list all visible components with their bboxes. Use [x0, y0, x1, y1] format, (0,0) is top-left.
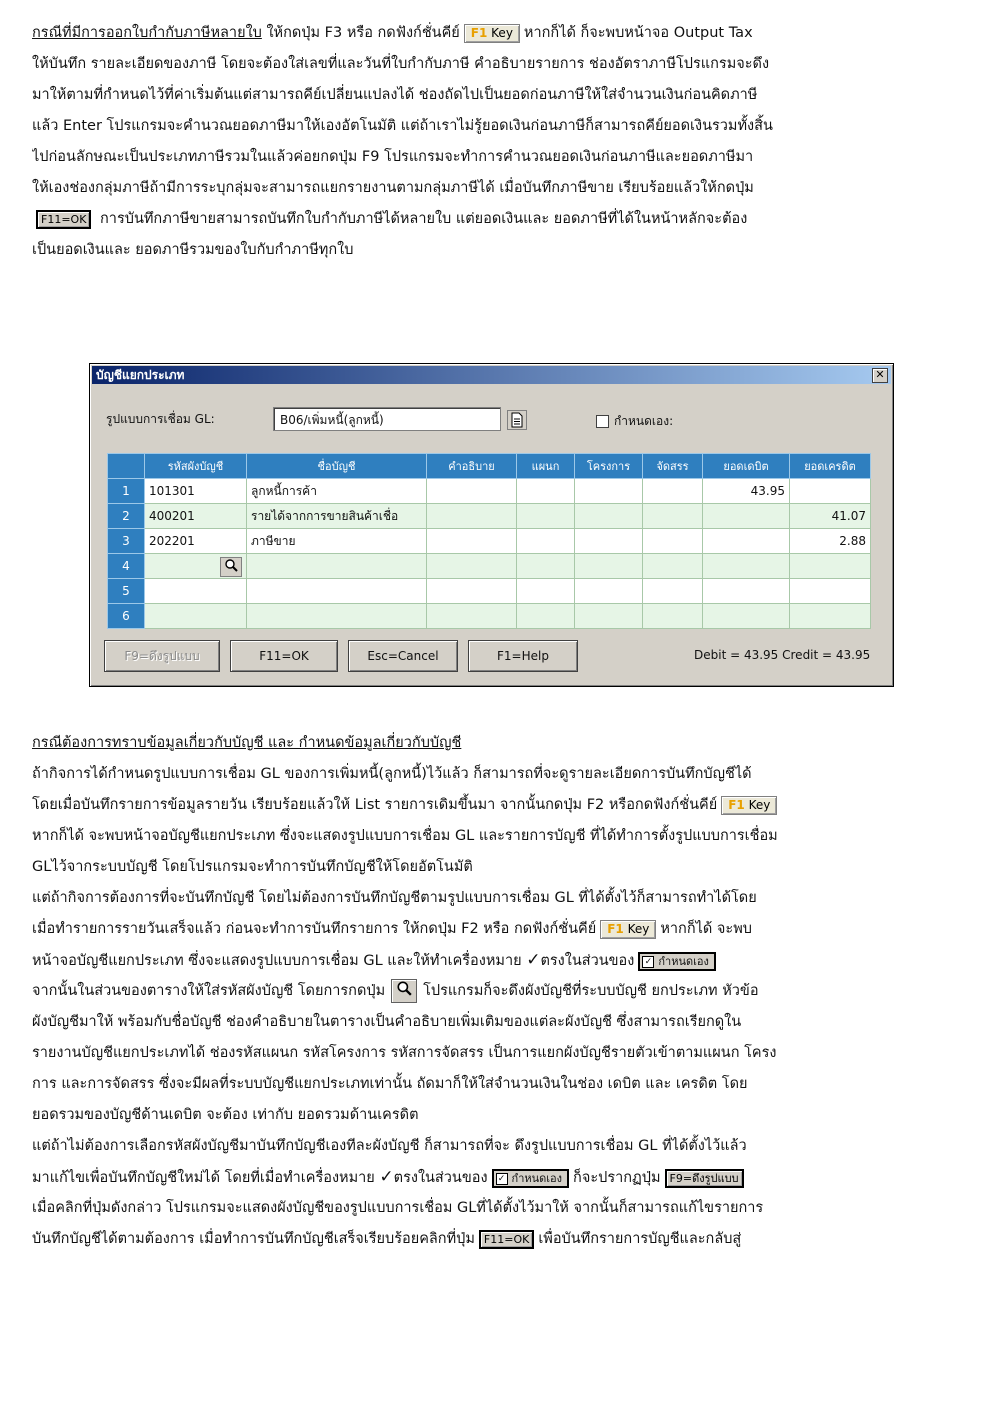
- cell-project[interactable]: [575, 529, 643, 554]
- cell-account-code[interactable]: 400201: [145, 504, 247, 529]
- cell-credit[interactable]: [790, 579, 871, 604]
- table-row[interactable]: 2 400201 รายได้จากการขายสินค้าเชื่อ 41.07: [108, 504, 871, 529]
- table-row[interactable]: 3 202201 ภาษีขาย 2.88: [108, 529, 871, 554]
- cell-department[interactable]: [517, 604, 575, 629]
- f9-load-template-button[interactable]: F9=ดึงรูปแบบ: [104, 640, 220, 672]
- cell-debit[interactable]: 43.95: [703, 479, 790, 504]
- debit-credit-totals: Debit = 43.95 Credit = 43.95: [694, 648, 871, 662]
- cell-allocation[interactable]: [643, 579, 703, 604]
- cell-project[interactable]: [575, 479, 643, 504]
- document-icon: [508, 411, 526, 429]
- cell-debit[interactable]: [703, 504, 790, 529]
- cell-description[interactable]: [427, 579, 517, 604]
- magnifier-icon: [224, 558, 238, 572]
- gl-lookup-button[interactable]: [507, 410, 527, 430]
- section2-line4: GLไว้จากระบบบัญชี โดยโปรแกรมจะทำการบันทึกบัญชีให้โดยอัตโนมัติ: [32, 859, 473, 875]
- cell-allocation[interactable]: [643, 604, 703, 629]
- custom-define-badge: ✓ กำหนดเอง: [492, 1169, 570, 1188]
- table-row[interactable]: 1 101301 ลูกหนี้การค้า 43.95: [108, 479, 871, 504]
- section1-line1: กรณีที่มีการออกใบกำกับภาษีหลายใบ ให้กดปุ่ม F3 หรือ กดฟังก์ชั่นคีย์ F1 Key หากก็ได้ ก็จะพบหน้าจอ Output Tax: [32, 25, 753, 41]
- cell-credit[interactable]: [790, 554, 871, 579]
- cell-debit[interactable]: [703, 554, 790, 579]
- col-header-credit[interactable]: ยอดเครดิต: [790, 454, 871, 479]
- cell-department[interactable]: [517, 554, 575, 579]
- cell-project[interactable]: [575, 604, 643, 629]
- section2-line16: บันทึกบัญชีได้ตามต้องการ เมื่อทำการบันทึกบัญชีเสร็จเรียบร้อยคลิกที่ปุ่ม F11=OK เพื่อบันทึกรายการบัญชีและกลับสู่: [32, 1231, 742, 1247]
- cell-allocation[interactable]: [643, 529, 703, 554]
- col-header-rownum: [108, 454, 145, 479]
- section2-line8: จากนั้นในส่วนของตารางให้ใส่รหัสผังบัญชี โดยการกดปุ่ม โปรแกรมก็จะดึงผังบัญชีที่ระบบบัญชี ยกประเภท หัวข้อ: [32, 976, 960, 1007]
- section2-line7: หน้าจอบัญชีแยกประเภท ซึ่งจะแสดงรูปแบบการเชื่อม GL และให้ทำเครื่องหมาย ✓ตรงในส่วนของ ✓ กำหนดเอง: [32, 945, 960, 976]
- esc-cancel-button[interactable]: Esc=Cancel: [348, 640, 458, 672]
- col-header-debit[interactable]: ยอดเดบิต: [703, 454, 790, 479]
- section2-line13: แต่ถ้าไม่ต้องการเลือกรหัสผังบัญชีมาบันทึกบัญชีเองทีละผังบัญชี ก็สามารถที่จะ ดึงรูปแบบการเชื่อม GL ที่ได้ตั้งไว้แล้ว: [32, 1138, 747, 1154]
- cell-project[interactable]: [575, 504, 643, 529]
- cell-allocation[interactable]: [643, 554, 703, 579]
- col-header-description[interactable]: คำอธิบาย: [427, 454, 517, 479]
- cell-debit[interactable]: [703, 604, 790, 629]
- checkmark-icon: ✓: [379, 1167, 394, 1187]
- cell-allocation[interactable]: [643, 479, 703, 504]
- col-header-project[interactable]: โครงการ: [575, 454, 643, 479]
- cell-account-code[interactable]: 202201: [145, 529, 247, 554]
- section1-line3: มาให้ตามที่กำหนดไว้ที่ค่าเริ่มต้นแต่สามารถคีย์เปลี่ยนแปลงได้ ช่องถัดไปเป็นยอดก่อนภาษีให้ใส่จำนวนเงินก่อนคิดภาษี: [32, 87, 758, 103]
- col-header-account-name[interactable]: ชื่อบัญชี: [247, 454, 427, 479]
- cell-account-name[interactable]: ลูกหนี้การค้า: [247, 479, 427, 504]
- magnifier-icon: [391, 979, 417, 1003]
- f9-load-template-badge: F9=ดึงรูปแบบ: [665, 1169, 744, 1188]
- section2-line15: เมื่อคลิกที่ปุ่มดังกล่าว โปรแกรมจะแสดงผังบัญชีของรูปแบบการเชื่อม GLที่ได้ตั้งไว้มาให้ จากนั้นก็สามารถแก้ไขรายการ: [32, 1200, 764, 1216]
- cell-description[interactable]: [427, 554, 517, 579]
- custom-define-checkbox[interactable]: [596, 415, 609, 428]
- section1-line2: ให้บันทึก รายละเอียดของภาษี โดยจะต้องใส่เลขที่และวันที่ใบกำกับภาษี คำอธิบายรายการ ช่องอัตราภาษีโปรแกรมจะดึง: [32, 56, 770, 72]
- section2-line1: ถ้ากิจการได้กำหนดรูปแบบการเชื่อม GL ของการเพิ่มหนี้(ลูกหนี้)ไว้แล้ว ก็สามารถที่จะดูรายละเอียดการบันทึกบัญชีได้: [32, 766, 752, 782]
- col-header-department[interactable]: แผนก: [517, 454, 575, 479]
- checkbox-checked-icon: ✓: [642, 956, 654, 968]
- cell-account-name[interactable]: [247, 604, 427, 629]
- dialog-title: บัญชีแยกประเภท: [96, 368, 185, 382]
- cell-credit[interactable]: [790, 604, 871, 629]
- cell-credit[interactable]: 2.88: [790, 529, 871, 554]
- cell-credit[interactable]: [790, 479, 871, 504]
- section2-line10: รายงานบัญชีแยกประเภทได้ ช่องรหัสแผนก รหัสโครงการ รหัสการจัดสรร เป็นการแยกผังบัญชีรายตัวเข้าตามแผนก โครง: [32, 1045, 777, 1061]
- section1-heading: กรณีที่มีการออกใบกำกับภาษีหลายใบ: [32, 25, 262, 41]
- table-row[interactable]: 6: [108, 604, 871, 629]
- ledger-table: [107, 453, 871, 629]
- cell-account-code[interactable]: 101301: [145, 479, 247, 504]
- section1-paragraph: [32, 18, 960, 266]
- cell-account-name[interactable]: ภาษีขาย: [247, 529, 427, 554]
- close-button[interactable]: ✕: [872, 368, 888, 383]
- account-lookup-button[interactable]: [220, 557, 242, 577]
- cell-debit[interactable]: [703, 579, 790, 604]
- checkbox-checked-icon: ✓: [496, 1173, 508, 1185]
- section1-line5: ไปก่อนลักษณะเป็นประเภทภาษีรวมในแล้วค่อยกดปุ่ม F9 โปรแกรมจะทำการคำนวณยอดเงินก่อนภาษีและยอดภาษีมา: [32, 149, 754, 165]
- section1-line8: เป็นยอดเงินและ ยอดภาษีรวมของใบกับกำภาษีทุกใบ: [32, 242, 354, 258]
- f1-key-badge: F1 Key: [464, 24, 520, 43]
- section1-line6: ให้เองช่องกลุ่มภาษีถ้ามีการระบุกลุ่มจะสามารถแยกรายงานตามกลุ่มภาษีได้ เมื่อบันทึกภาษีขาย เรียบร้อยแล้วให้กดปุ่ม: [32, 180, 754, 196]
- section2-line2: โดยเมื่อบันทึกรายการข้อมูลรายวัน เรียบร้อยแล้วให้ List รายการเดิมขึ้นมา จากนั้นกดปุ่ม F2 หรือกดฟังก์ชั่นคีย์ F1 Key: [32, 790, 960, 821]
- cell-allocation[interactable]: [643, 504, 703, 529]
- cell-description[interactable]: [427, 604, 517, 629]
- cell-credit[interactable]: 41.07: [790, 504, 871, 529]
- table-row[interactable]: 5: [108, 579, 871, 604]
- section2-line3: หากก็ได้ จะพบหน้าจอบัญชีแยกประเภท ซึ่งจะแสดงรูปแบบการเชื่อม GL และรายการบัญชี ที่ได้ทำการตั้งรูปแบบการเชื่อม: [32, 828, 778, 844]
- gl-link-label: รูปแบบการเชื่อม GL:: [106, 412, 215, 426]
- cell-account-code[interactable]: [145, 579, 247, 604]
- custom-define-label: กำหนดเอง:: [614, 414, 674, 428]
- cell-description[interactable]: [427, 504, 517, 529]
- cell-description[interactable]: [427, 529, 517, 554]
- cell-account-name[interactable]: รายได้จากการขายสินค้าเชื่อ: [247, 504, 427, 529]
- cell-project[interactable]: [575, 579, 643, 604]
- section2-line5: แต่ถ้ากิจการต้องการที่จะบันทึกบัญชี โดยไม่ต้องการบันทึกบัญชีตามรูปแบบการเชื่อม GL ที่ได้ตั้งไว้ก็สามารถทำได้โดย: [32, 890, 757, 906]
- section2-line14: มาแก้ไขเพื่อบันทึกบัญชีใหม่ได้ โดยที่เมื่อทำเครื่องหมาย ✓ตรงในส่วนของ ✓ กำหนดเอง ก็จะปรากฏปุ่ม F9=ดึงรูปแบบ: [32, 1162, 960, 1193]
- f1-key-badge: F1 Key: [600, 920, 656, 939]
- table-row[interactable]: 4: [108, 554, 871, 579]
- section2-line12: ยอดรวมของบัญชีด้านเดบิต จะต้อง เท่ากับ ยอดรวมด้านเครดิต: [32, 1107, 419, 1123]
- dialog-titlebar: [92, 366, 891, 384]
- section2-paragraph: [32, 728, 960, 1255]
- f1-help-button[interactable]: F1=Help: [468, 640, 578, 672]
- f11-ok-badge: F11=OK: [479, 1230, 534, 1249]
- section1-line7: F11=OK การบันทึกภาษีขายสามารถบันทึกใบกำกับภาษีได้หลายใบ แต่ยอดเงินและ ยอดภาษีที่ได้ในหน้าหลักจะต้อง: [32, 204, 960, 235]
- custom-define-badge: ✓ กำหนดเอง: [638, 952, 716, 971]
- col-header-allocation[interactable]: จัดสรร: [643, 454, 703, 479]
- section2-line9: ผังบัญชีมาให้ พร้อมกับชื่อบัญชี ช่องคำอธิบายในตารางเป็นคำอธิบายเพิ่มเติมของแต่ละผังบัญชี ซึ่งสามารถเรียกดูใน: [32, 1014, 742, 1030]
- section2-line6: เมื่อทำรายการรายวันเสร็จแล้ว ก่อนจะทำการบันทึกรายการ ให้กดปุ่ม F2 หรือ กดฟังก์ชั่นคีย์ F1 Key หากก็ได้ จะพบ: [32, 921, 752, 937]
- cell-department[interactable]: [517, 504, 575, 529]
- cell-description[interactable]: [427, 479, 517, 504]
- cell-account-code[interactable]: [145, 554, 247, 579]
- cell-department[interactable]: [517, 579, 575, 604]
- general-ledger-dialog: [89, 363, 894, 687]
- cell-department[interactable]: [517, 479, 575, 504]
- section1-line4: แล้ว Enter โปรแกรมจะคำนวณยอดภาษีมาให้เองอัตโนมัติ แต่ถ้าเราไม่รู้ยอดเงินก่อนภาษีก็สามารถคีย์ยอดเงินรวมทั้งสิ้น: [32, 118, 773, 134]
- table-header-row: [108, 454, 871, 479]
- cell-department[interactable]: [517, 529, 575, 554]
- f11-ok-badge: F11=OK: [36, 210, 91, 229]
- checkmark-icon: ✓: [526, 950, 541, 970]
- cell-debit[interactable]: [703, 529, 790, 554]
- cell-account-name[interactable]: [247, 554, 427, 579]
- cell-account-code[interactable]: [145, 604, 247, 629]
- section2-line11: การ และการจัดสรร ซึ่งจะมีผลที่ระบบบัญชีแยกประเภทเท่านั้น ถัดมาก็ให้ใส่จำนวนเงินในช่อง เดบิต และ เครดิต โดย: [32, 1076, 748, 1092]
- cell-project[interactable]: [575, 554, 643, 579]
- section2-heading: กรณีต้องการทราบข้อมูลเกี่ยวกับบัญชี และ กำหนดข้อมูลเกี่ยวกับบัญชี: [32, 735, 462, 751]
- f11-ok-button[interactable]: F11=OK: [230, 640, 338, 672]
- col-header-account-code[interactable]: รหัสผังบัญชี: [145, 454, 247, 479]
- gl-link-field[interactable]: B06/เพิ่มหนี้(ลูกหนี้): [273, 407, 501, 431]
- f1-key-badge: F1 Key: [721, 796, 777, 815]
- cell-account-name[interactable]: [247, 579, 427, 604]
